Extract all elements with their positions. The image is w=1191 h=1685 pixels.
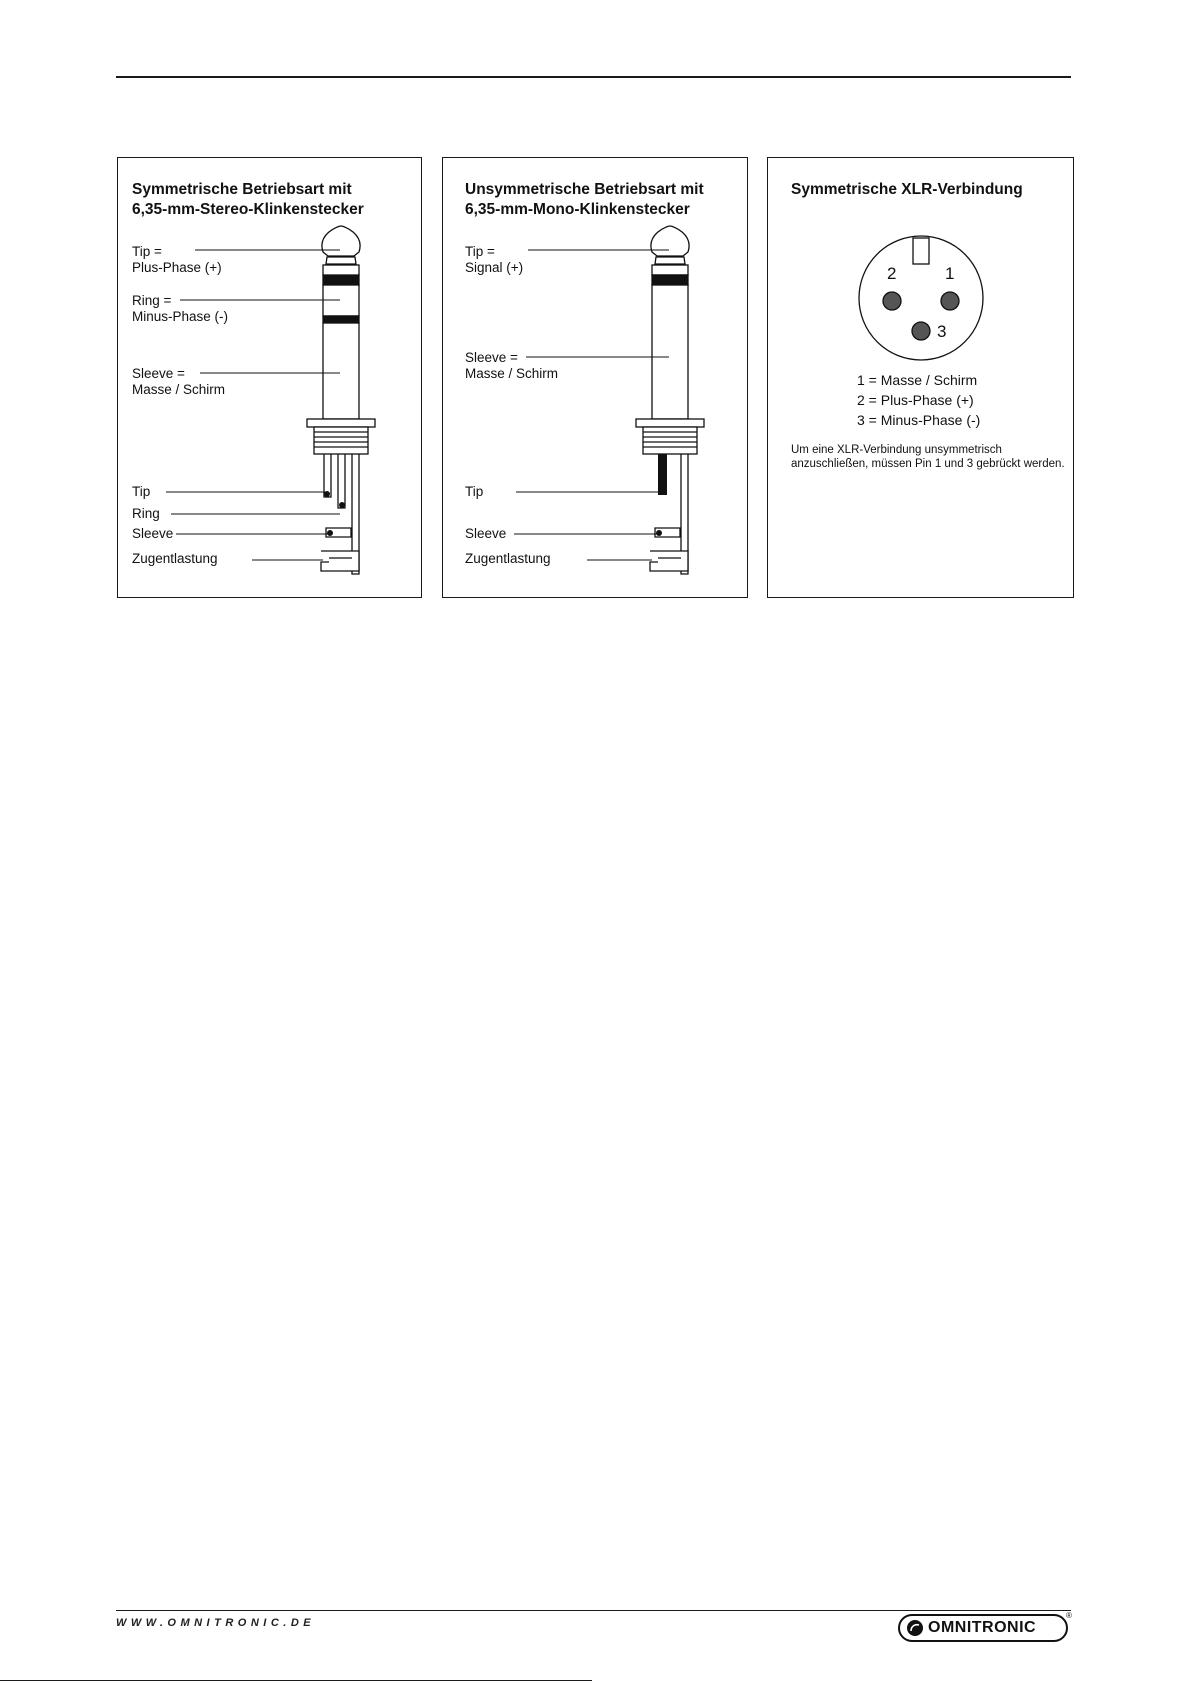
sleeve-label: Sleeve = xyxy=(465,350,518,365)
wire-sleeve-label: Sleeve xyxy=(132,526,174,541)
tip-label: Tip = xyxy=(132,244,162,259)
tip-lug xyxy=(658,454,667,495)
tip-value: Plus-Phase (+) xyxy=(132,260,222,275)
panel-title: Symmetrische XLR-Verbindung xyxy=(791,181,1023,198)
panel-mono-jack xyxy=(442,157,748,598)
xlr-pin-3-label: 3 xyxy=(937,322,947,341)
sleeve-body xyxy=(652,285,688,419)
wire-sleeve-label: Sleeve xyxy=(465,526,507,541)
ring-value: Minus-Phase (-) xyxy=(132,309,229,324)
panel-title xyxy=(132,180,421,220)
xlr-note: Um eine XLR-Verbindung unsymmetrisch anzuschließen, müssen Pin 1 und 3 gebrückt werden. xyxy=(791,444,1065,470)
panel-title-line2: 6,35-mm-Mono-Klinkenstecker xyxy=(465,201,690,218)
xlr-pin-1-label: 1 xyxy=(945,264,955,283)
panel-title-line1: Unsymmetrische Betriebsart mit xyxy=(465,181,704,198)
collar xyxy=(307,419,375,427)
sleeve-body xyxy=(323,323,359,419)
legend-item-3: 3 = Minus-Phase (-) xyxy=(857,412,981,428)
xlr-legend xyxy=(857,370,980,430)
tip-label: Tip = xyxy=(465,244,495,259)
ring-insulator xyxy=(323,316,359,323)
sleeve-label: Sleeve = xyxy=(132,366,185,381)
thread xyxy=(643,427,697,454)
sleeve-value: Masse / Schirm xyxy=(132,382,226,397)
omnitronic-logo xyxy=(898,1614,1068,1642)
thread xyxy=(314,427,368,454)
registered-mark: ® xyxy=(1066,1611,1072,1620)
wire-ring-label: Ring xyxy=(132,506,160,521)
jack-tip-shape xyxy=(322,226,360,256)
bottom-edge-rule xyxy=(0,1680,592,1681)
sleeve-value: Masse / Schirm xyxy=(465,366,559,381)
logo-mark-icon xyxy=(906,1619,924,1637)
legend-item-1: 1 = Masse / Schirm xyxy=(857,372,978,388)
tip-insulator xyxy=(652,275,688,285)
panel-title-line1: Symmetrische Betriebsart mit xyxy=(132,181,352,198)
legend-item-2: 2 = Plus-Phase (+) xyxy=(857,392,974,408)
wire-tip-label: Tip xyxy=(132,484,151,499)
xlr-pin-3-contact xyxy=(912,322,930,340)
panel-title xyxy=(465,180,747,220)
panel-stereo-jack xyxy=(117,157,422,598)
footer-rule xyxy=(116,1610,1071,1611)
wire-strain-relief-label: Zugentlastung xyxy=(465,551,551,566)
tip-insulator xyxy=(323,275,359,285)
xlr-pin-2-contact xyxy=(883,292,901,310)
wire-tip-label: Tip xyxy=(465,484,484,499)
collar xyxy=(636,419,704,427)
panel-xlr xyxy=(767,157,1074,598)
header-rule xyxy=(116,76,1071,78)
jack-tip-shape xyxy=(651,226,689,256)
xlr-pin-2-label: 2 xyxy=(887,264,897,283)
logo-text: OMNITRONIC xyxy=(928,1619,1037,1636)
xlr-key-notch xyxy=(913,238,929,264)
ring-label: Ring = xyxy=(132,293,172,308)
xlr-pin-1-contact xyxy=(941,292,959,310)
footer-url[interactable]: WWW.OMNITRONIC.DE xyxy=(116,1617,316,1629)
panel-title-line2: 6,35-mm-Stereo-Klinkenstecker xyxy=(132,201,364,218)
wire-strain-relief-label: Zugentlastung xyxy=(132,551,218,566)
tip-value: Signal (+) xyxy=(465,260,524,275)
